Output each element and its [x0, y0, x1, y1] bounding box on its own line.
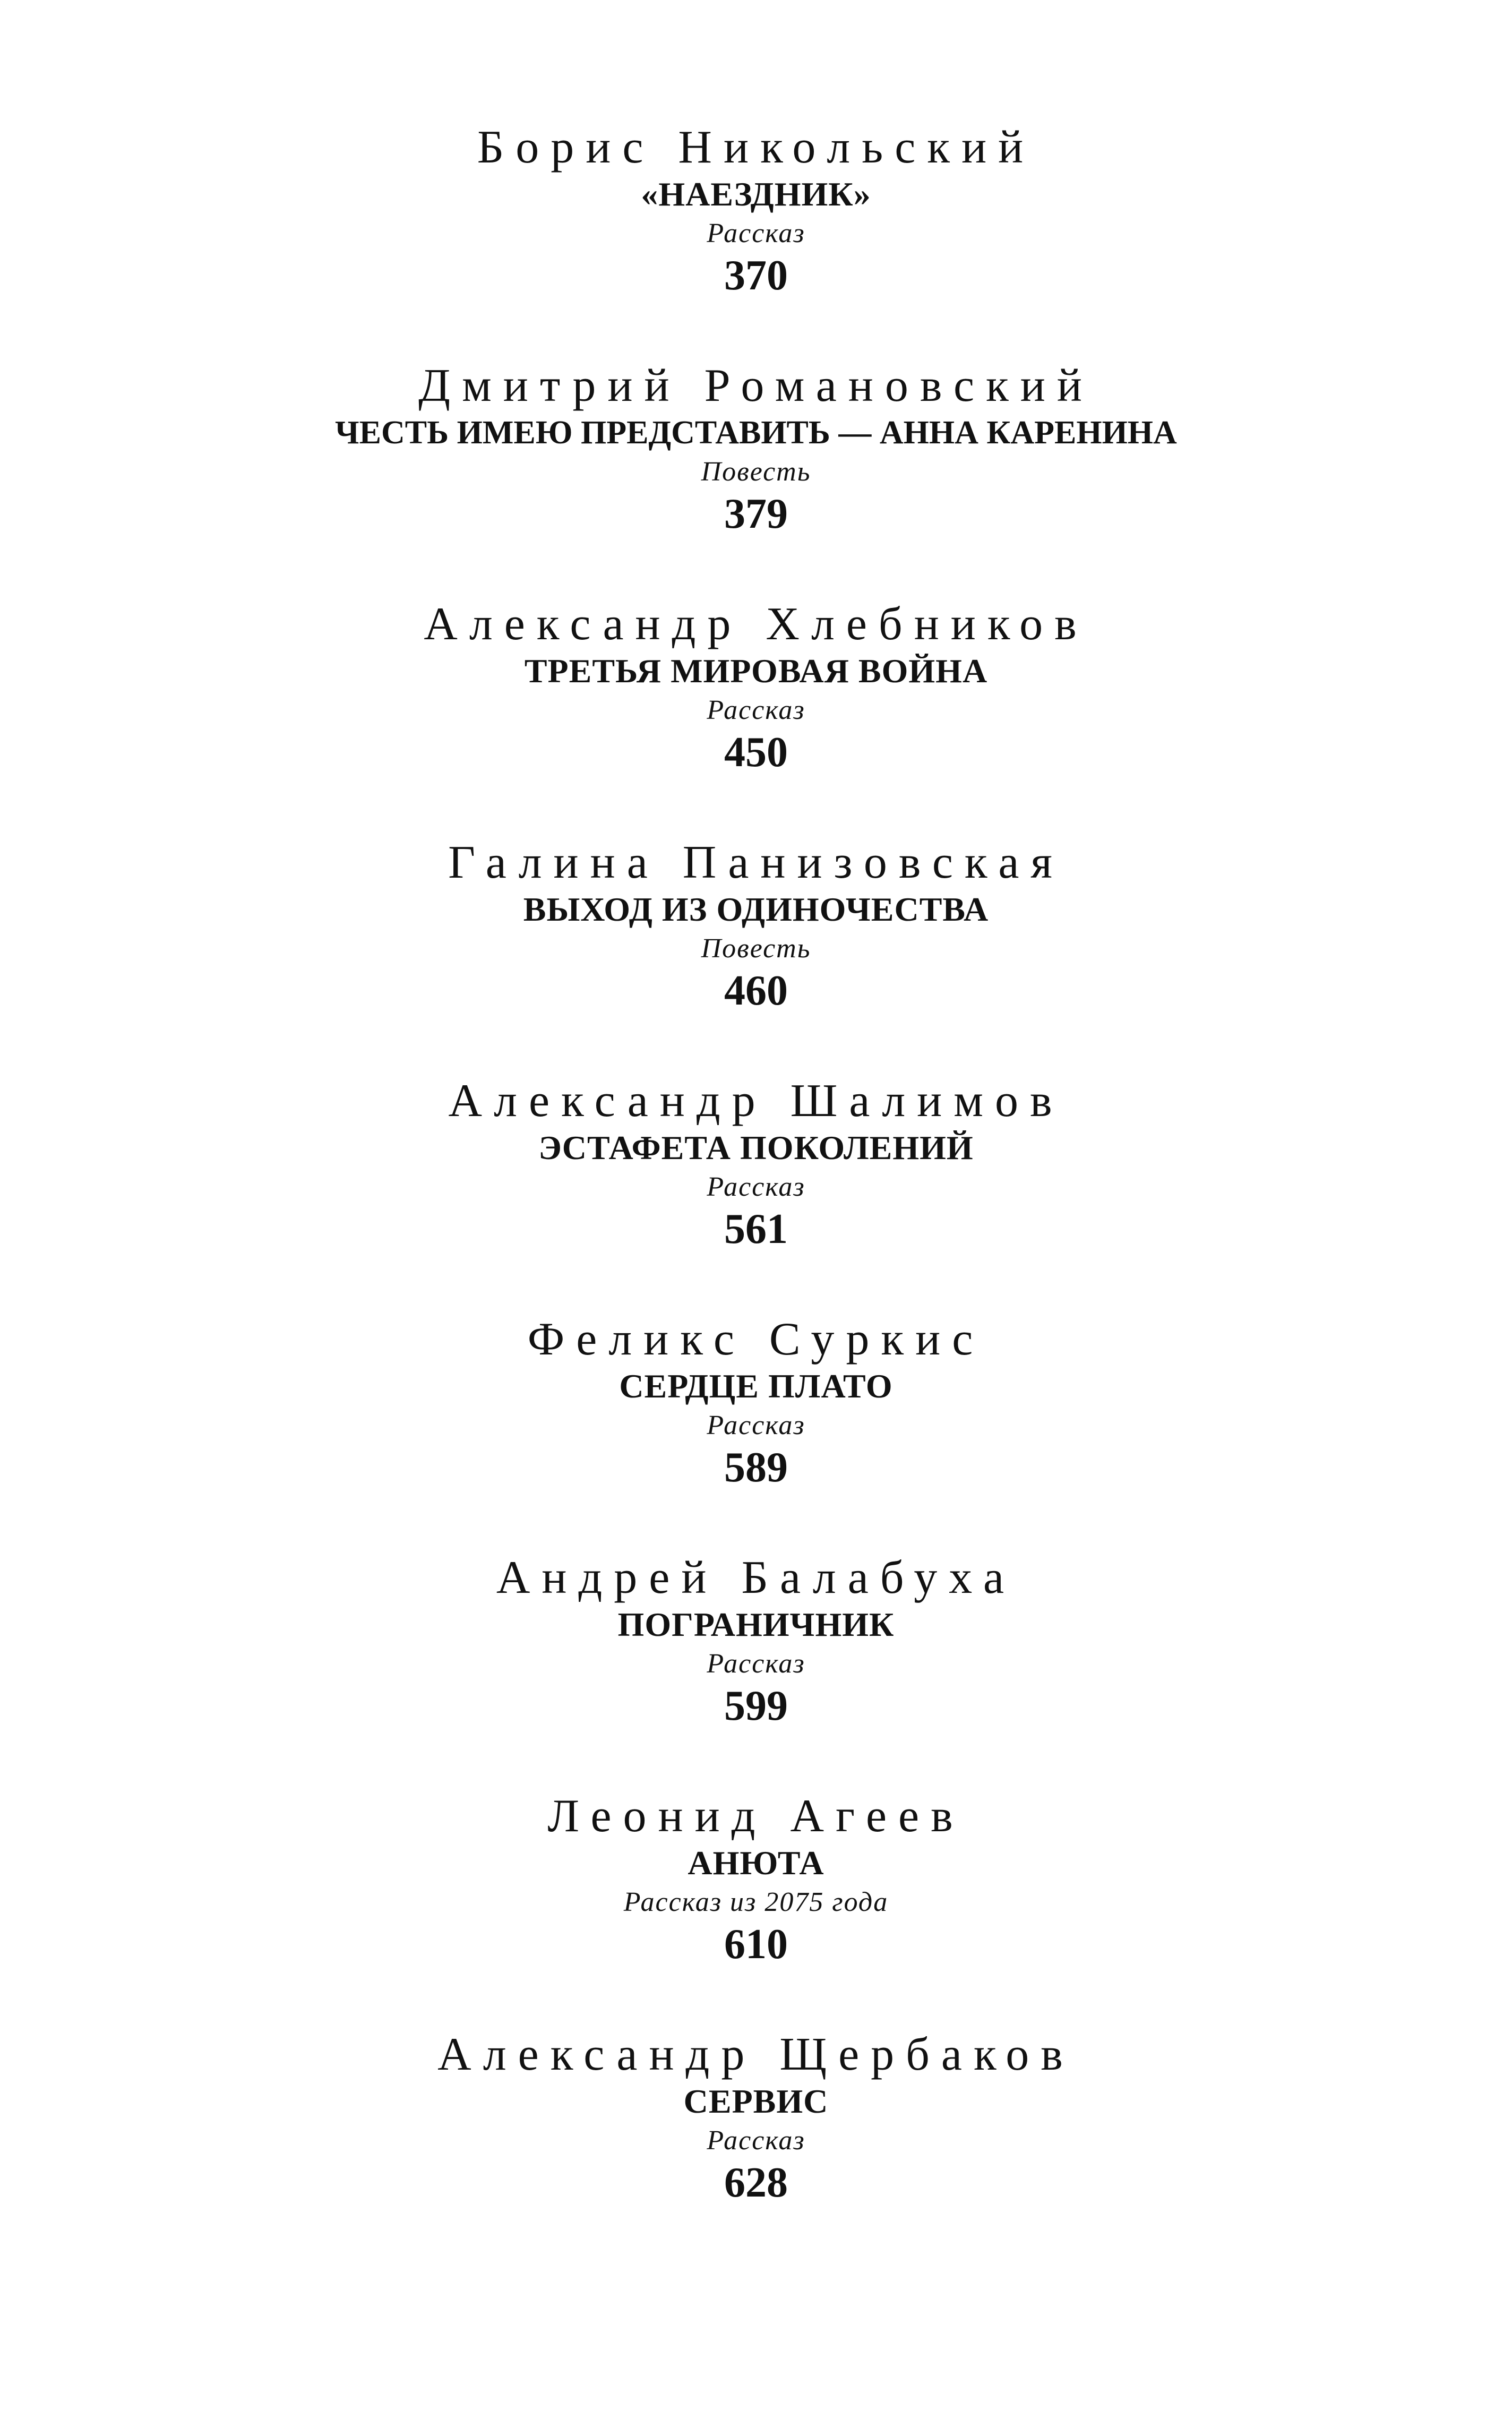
entry-title: АНЮТА — [688, 1844, 824, 1882]
toc-entry — [0, 836, 1512, 1075]
entry-genre: Повесть — [701, 933, 811, 964]
entry-author: Борис Никольский — [477, 122, 1035, 173]
toc-entry — [0, 1551, 1512, 1790]
entry-genre: Рассказ — [707, 1410, 805, 1440]
entry-page-number: 610 — [724, 1921, 788, 1968]
entry-genre: Рассказ — [707, 2125, 805, 2156]
entry-genre: Рассказ — [707, 1649, 805, 1679]
entry-author: Александр Шалимов — [448, 1075, 1064, 1127]
entry-author: Леонид Агеев — [547, 1790, 965, 1842]
toc-entry — [0, 2028, 1512, 2267]
entry-author: Феликс Суркис — [527, 1314, 985, 1365]
entry-author: Андрей Балабуха — [496, 1552, 1016, 1603]
entry-author: Дмитрий Романовский — [418, 360, 1094, 411]
table-of-contents — [0, 121, 1512, 2267]
toc-entry — [0, 121, 1512, 359]
toc-entry — [0, 359, 1512, 598]
entry-genre: Повесть — [701, 457, 811, 487]
entry-title: ТРЕТЬЯ МИРОВАЯ ВОЙНА — [524, 652, 988, 690]
entry-title: «НАЕЗДНИК» — [641, 175, 871, 213]
entry-title: ЧЕСТЬ ИМЕЮ ПРЕДСТАВИТЬ — АННА КАРЕНИНА — [335, 415, 1177, 451]
entry-page-number: 370 — [724, 252, 788, 299]
entry-title: ВЫХОД ИЗ ОДИНОЧЕСТВА — [523, 890, 989, 928]
toc-entry — [0, 1075, 1512, 1313]
toc-entry — [0, 1790, 1512, 2028]
entry-title: СЕРДЦЕ ПЛАТО — [619, 1367, 893, 1405]
entry-genre: Рассказ — [707, 1172, 805, 1202]
entry-page-number: 561 — [724, 1206, 788, 1253]
toc-entry — [0, 598, 1512, 836]
entry-genre: Рассказ — [707, 695, 805, 725]
entry-title: ЭСТАФЕТА ПОКОЛЕНИЙ — [538, 1129, 974, 1166]
entry-page-number: 379 — [724, 491, 788, 537]
entry-author: Александр Хлебников — [424, 598, 1088, 650]
entry-title: СЕРВИС — [683, 2082, 829, 2120]
entry-author: Галина Панизовская — [448, 837, 1064, 888]
entry-page-number: 599 — [724, 1683, 788, 1729]
entry-author: Александр Щербаков — [437, 2029, 1075, 2080]
entry-title: ПОГРАНИЧНИК — [617, 1606, 895, 1643]
entry-genre: Рассказ — [707, 218, 805, 248]
entry-page-number: 628 — [724, 2159, 788, 2206]
entry-page-number: 589 — [724, 1444, 788, 1491]
entry-genre: Рассказ из 2075 года — [623, 1887, 889, 1917]
entry-page-number: 460 — [724, 967, 788, 1014]
toc-entry — [0, 1313, 1512, 1551]
entry-page-number: 450 — [724, 729, 788, 776]
